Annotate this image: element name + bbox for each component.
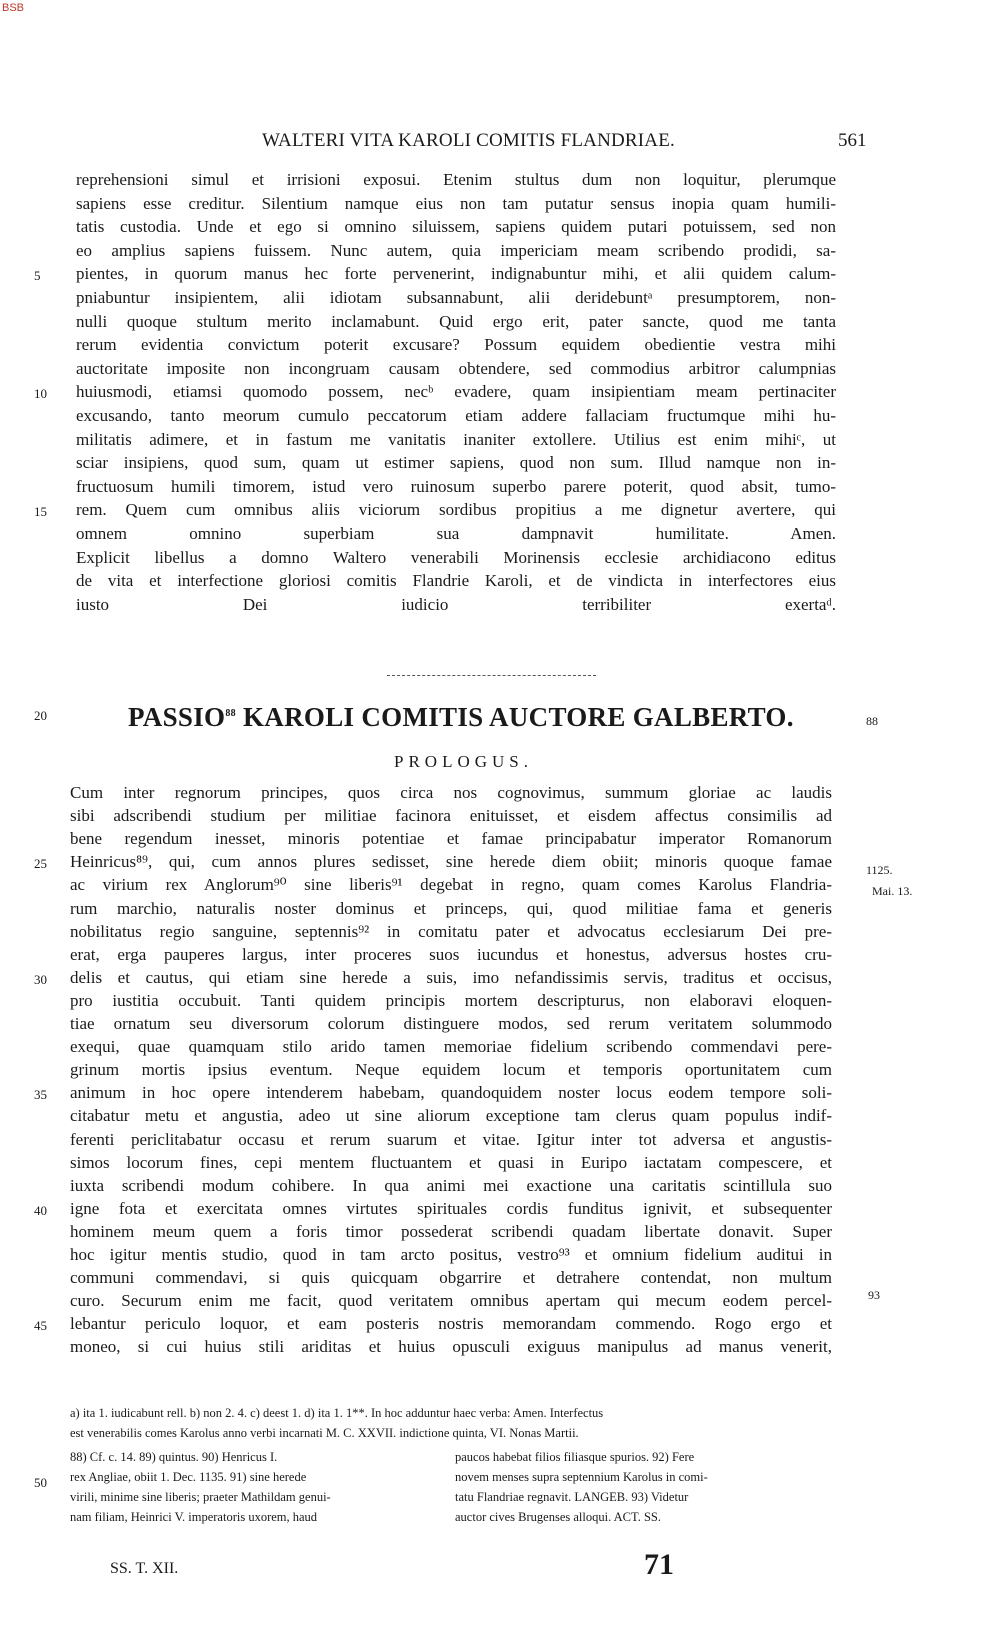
heading-note-ref: 88 <box>225 708 236 719</box>
line-number: 15 <box>34 504 47 520</box>
text-line: Cum inter regnorum principes, quos circa nos cognovimus, summum gloriae ac laudis <box>70 783 832 802</box>
text-line: sapiens esse creditur. Silentium namque eius non tam putatur sensus inopia quam humili- <box>76 193 836 213</box>
prologus-heading: PROLOGUS. <box>394 752 533 771</box>
running-title: WALTERI VITA KAROLI COMITIS FLANDRIAE. <box>262 130 675 151</box>
footnote-line: virili, minime sine liberis; praeter Mathildam genui- <box>70 1490 331 1504</box>
line-number: 30 <box>34 971 47 987</box>
line-number: 45 <box>34 1318 47 1334</box>
text-line: tatis custodia. Unde et ego si omnino siluissem, sapiens quidem putari potuissem, sed non <box>76 217 836 237</box>
text-line: iusto Dei iudicio terribiliter exertaᵈ. <box>76 594 836 614</box>
signature-mark: SS. T. XII. <box>110 1560 179 1577</box>
text-line: pro iustitia occubuit. Tanti quidem principis mortem descripturus, non elaboravi eloquen- <box>70 990 832 1010</box>
text-line: huiusmodi, etiamsi quomodo possem, necᵇ evadere, quam insipientiam meam pertinaciter <box>76 382 836 402</box>
heading-text-rest: KAROLI COMITIS AUCTORE GALBERTO. <box>235 702 794 732</box>
library-stamp: BSB <box>2 2 25 14</box>
text-line: hoc igitur mentis studio, quod in tam arcto positus, vestro⁹³ et omnium fidelium auditui in <box>70 1245 832 1264</box>
text-line: fructuosum humili timorem, istud vero ruinosum superbo parere poterit, quod absit, tumo- <box>76 476 836 496</box>
footnote-line: tatu Flandriae regnavit. LANGEB. 93) Videtur <box>455 1490 689 1504</box>
text-line: lebantur periculo loquor, et eam posteris nostris memorandam commendo. Rogo ergo et <box>70 1314 832 1334</box>
text-line: omnem omnino superbiam sua dampnavit humilitate. Amen. <box>76 524 836 543</box>
margin-note-date: Mai. 13. <box>872 884 913 898</box>
footnote-line: auctor cives Brugenses alloqui. ACT. SS. <box>455 1510 661 1524</box>
section-heading <box>128 702 794 733</box>
footnote-line: rex Angliae, obiit 1. Dec. 1135. 91) sine herede <box>70 1470 307 1484</box>
text-line: militatis adimere, et in fastum me vanitatis inaniter extollere. Utilius est enim mihiᶜ, ut <box>76 429 836 449</box>
text-line: simos locorum fines, cepi mentem fluctuantem et quasi in Euripo iactatam compescere, et <box>70 1152 832 1172</box>
footnote-line: est venerabilis comes Karolus anno verbi incarnati M. C. XXVII. indictione quinta, VI. Nonas Martii. <box>70 1426 579 1440</box>
margin-note-ref: 88 <box>866 714 878 728</box>
heading-text: PASSIO <box>128 702 226 732</box>
text-line: exequi, quae quamquam stilo arido tamen memoriae fidelium scribendo commendavi pere- <box>70 1037 832 1057</box>
margin-note-year: 1125. <box>866 863 893 877</box>
text-line: iuxta scribendi modum cohibere. In qua animi mei exactione una caritatis scintillula suo <box>70 1175 832 1195</box>
text-line: erat, erga pauperes largus, inter proceres suos iucundus et honestus, adversus hostes cru- <box>70 944 832 964</box>
text-line: rerum evidentia convictum poterit excusare? Possum equidem obedientie vestra mihi <box>76 335 836 355</box>
text-line: Heinricus⁸⁹, qui, cum annos plures sedisset, sine herede diem obiit; minoris quoque famae <box>70 852 832 872</box>
text-line: eo amplius sapiens fuissem. Nunc autem, quia impericiam meam scribendo prodidi, sa- <box>76 240 836 260</box>
text-line: rem. Quem cum omnibus aliis viciorum sordibus propitius a me dignetur avertere, qui <box>76 500 836 520</box>
text-line: ac virium rex Anglorum⁹⁰ sine liberis⁹¹ degebat in regno, quam comes Karolus Flandria- <box>70 875 832 895</box>
line-number: 10 <box>34 386 47 402</box>
text-line: ferenti periclitabatur occasu et rerum suarum et vitae. Igitur inter tot adversa et angustis- <box>70 1129 832 1149</box>
page-number: 561 <box>838 130 867 151</box>
footnote-line: paucos habebat filios filiasque spurios. 92) Fere <box>455 1450 695 1464</box>
text-line: igne fota et exercitata omnes virtutes spirituales cordis funditus ignivit, et subsequenter <box>70 1198 832 1218</box>
text-line: citabatur metu et angustia, adeo ut sine aliorum exceptione tam clerus quam populus indif- <box>70 1106 832 1126</box>
text-line: curo. Securum enim me facit, quod veritatem omnibus apertam qui mecum eodem percel- <box>70 1291 832 1311</box>
line-number: 20 <box>34 708 47 723</box>
text-line: reprehensioni simul et irrisioni exposui. Etenim stultus dum non loquitur, plerumque <box>76 170 836 189</box>
margin-note-ref-93: 93 <box>868 1288 880 1302</box>
folio-number: 71 <box>644 1548 674 1581</box>
text-line: rum marchio, naturalis noster dominus et princeps, qui, quod militiae fama et generis <box>70 898 832 918</box>
text-line: hominem meum quem a foris timor possederat scribendi quadam libertate donavit. Super <box>70 1221 832 1241</box>
text-line: de vita et interfectione gloriosi comitis Flandrie Karoli, et de vindicta in interfectores eius <box>76 571 836 591</box>
text-line: delis et cautus, qui etiam sine herede a suis, imo nefandissimis servis, traditus et occisus, <box>70 967 832 987</box>
text-line: grinum mortis ipsius eventum. Neque equidem locum et temporis oportunitatem cum <box>70 1060 832 1080</box>
text-line: nobilitatus regio sanguine, septennis⁹² in comitatu pater et advocatus ecclesiarum Dei pre- <box>70 921 832 941</box>
text-line: sciar insipiens, quod sum, quam ut estimer sapiens, quod non sum. Illud namque non in- <box>76 453 836 473</box>
text-line: nulli quoque stultum merito inclamabunt. Quid ergo erit, pater sancte, quod me tanta <box>76 311 836 331</box>
text-line: pniabuntur insipientem, alii idiotam subsannabunt, alii deridebuntᵃ presumptorem, non- <box>76 288 836 307</box>
text-line: animum in hoc opere intenderem habebam, quandoquidem noster locus eodem tempore soli- <box>70 1083 832 1103</box>
text-line: tiae ornatum seu diversorum colorum distinguere modos, sed rerum veritatem solummodo <box>70 1014 832 1033</box>
line-number: 40 <box>34 1202 47 1218</box>
footnote-line: nam filiam, Heinrici V. imperatoris uxorem, haud <box>70 1510 318 1524</box>
text-line: bene regendum inesset, minoris potentiae et famae principabatur imperator Romanorum <box>70 829 832 849</box>
text-line: Explicit libellus a domno Waltero venerabili Morinensis ecclesie archidiacono editus <box>76 547 836 567</box>
section-divider <box>387 675 596 677</box>
line-number: 50 <box>34 1475 47 1490</box>
text-line: sibi adscribendi studium per militiae facinora enituisset, et eisdem affectus consimilis ad <box>70 806 832 826</box>
text-line: excusando, tanto meorum cumulo peccatorum etiam addere fallaciam fructumque mihi hu- <box>76 406 836 425</box>
line-number: 35 <box>34 1087 47 1103</box>
text-line: communi commendavi, si quis quicquam obgarrire et detrahere contendat, non multum <box>70 1268 832 1288</box>
line-number: 25 <box>34 856 47 872</box>
text-line: moneo, si cui huius stili ariditas et huius opusculi exiguus manipulus ad manus venerit, <box>70 1337 832 1357</box>
footnote-line: 88) Cf. c. 14. 89) quintus. 90) Henricus I. <box>70 1450 278 1464</box>
line-number: 5 <box>34 268 41 284</box>
text-line: auctoritate imposite non incongruam causam obtendere, sed commodius arbitror calumpnias <box>76 358 836 378</box>
text-line: pientes, in quorum manus hec forte pervenerint, indignabuntur mihi, et alii quidem calum- <box>76 264 836 284</box>
footnote-line: novem menses supra septennium Karolus in comi- <box>455 1470 708 1484</box>
footnote-line: a) ita 1. iudicabunt rell. b) non 2. 4. c) deest 1. d) ita 1. 1**. In hoc adduntur haec verba: Amen. Interfectus <box>70 1406 604 1420</box>
